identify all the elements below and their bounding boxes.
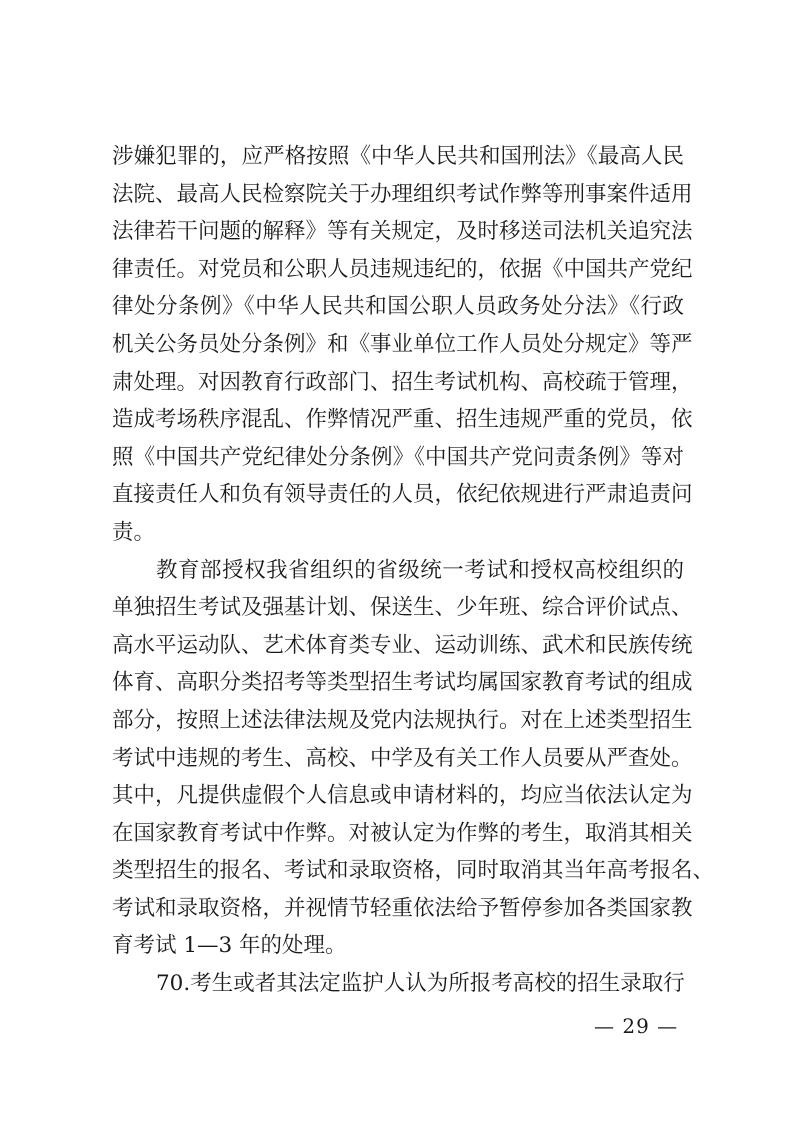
text-line: 考试和录取资格，并视情节轻重依法给予暂停参加各类国家教 xyxy=(112,895,693,921)
text-line: 部分，按照上述法律法规及党内法规执行。对在上述类型招生 xyxy=(112,707,693,733)
text-line: 责。 xyxy=(112,519,156,545)
paragraph xyxy=(112,552,715,966)
text-line: 法院、最高人民检察院关于办理组织考试作弊等刑事案件适用 xyxy=(112,181,693,207)
text-line: 类型招生的报名、考试和录取资格，同时取消其当年高考报名、 xyxy=(112,858,715,884)
text-line: 育考试 1—3 年的处理。 xyxy=(112,933,347,959)
paragraph xyxy=(112,965,684,1003)
text-line: 体育、高职分类招考等类型招生考试均属国家教育考试的组成 xyxy=(112,670,693,696)
paragraph xyxy=(112,138,693,552)
body-text xyxy=(112,138,715,1003)
page-number: — 29 — xyxy=(594,1014,679,1038)
text-line: 直接责任人和负有领导责任的人员，依纪依规进行严肃追责问 xyxy=(112,482,693,508)
text-line: 高水平运动队、艺术体育类专业、运动训练、武术和民族传统 xyxy=(112,632,693,658)
text-line: 律责任。对党员和公职人员违规违纪的，依据《中国共产党纪 xyxy=(112,256,693,282)
text-line: 其中，凡提供虚假个人信息或申请材料的，均应当依法认定为 xyxy=(112,783,693,809)
text-line: 教育部授权我省组织的省级统一考试和授权高校组织的 xyxy=(156,557,684,583)
text-line: 考试中违规的考生、高校、中学及有关工作人员要从严查处。 xyxy=(112,745,693,771)
text-line: 70.考生或者其法定监护人认为所报考高校的招生录取行 xyxy=(156,971,685,997)
text-line: 涉嫌犯罪的，应严格按照《中华人民共和国刑法》《最高人民 xyxy=(112,144,684,169)
text-line: 律处分条例》《中华人民共和国公职人员政务处分法》《行政 xyxy=(112,294,684,320)
text-line: 造成考场秩序混乱、作弊情况严重、招生违规严重的党员，依 xyxy=(112,407,693,433)
text-line: 肃处理。对因教育行政部门、招生考试机构、高校疏于管理， xyxy=(112,369,693,395)
text-line: 法律若干问题的解释》等有关规定，及时移送司法机关追究法 xyxy=(112,219,693,245)
text-line: 机关公务员处分条例》和《事业单位工作人员处分规定》等严 xyxy=(112,331,693,357)
text-line: 单独招生考试及强基计划、保送生、少年班、综合评价试点、 xyxy=(112,595,693,621)
text-line: 照《中国共产党纪律处分条例》《中国共产党问责条例》等对 xyxy=(112,444,684,470)
text-line: 在国家教育考试中作弊。对被认定为作弊的考生，取消其相关 xyxy=(112,820,693,846)
